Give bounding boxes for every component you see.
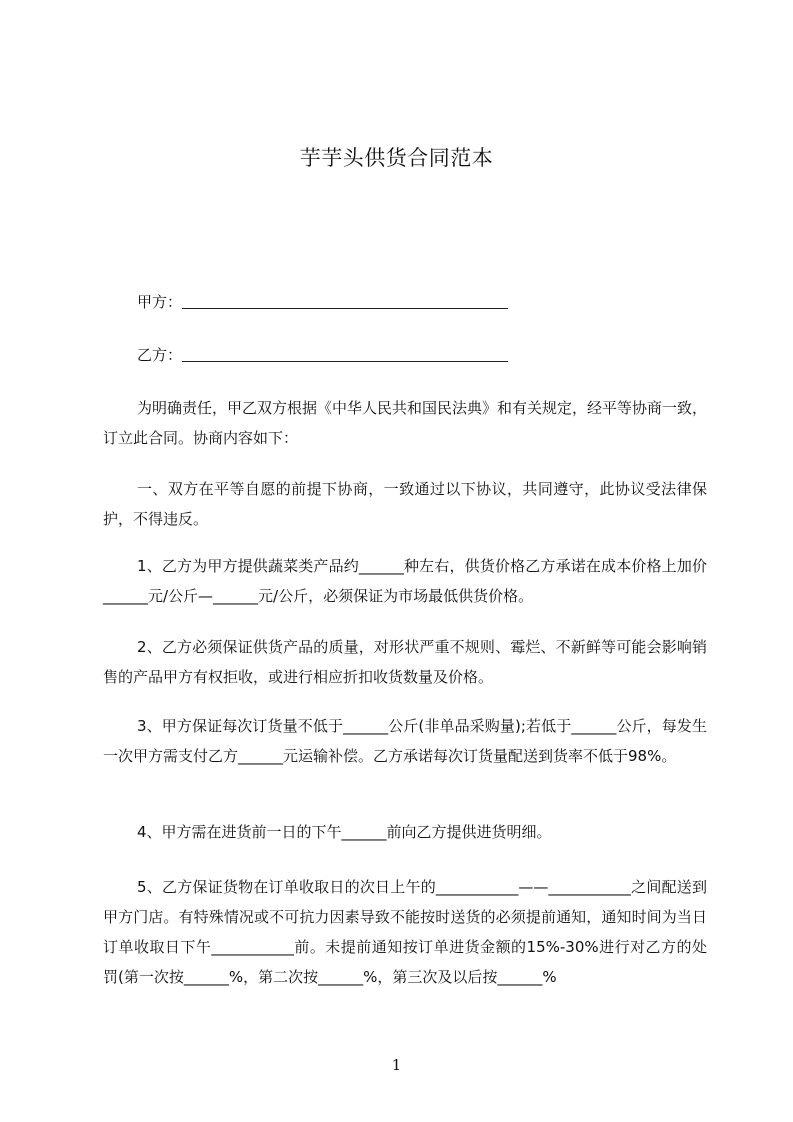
clause-4-paragraph: 4、甲方需在进货前一日的下午______前向乙方提供进货明细。 (137, 823, 552, 841)
clause-2-paragraph: 2、乙方必须保证供货产品的质量，对形状严重不规则、霉烂、不新鲜等可能会影响销售的产品甲方有权拒收，或进行相应折扣收货数量及价格。 (103, 638, 707, 686)
clause-3-paragraph: 3、甲方保证每次订货量不低于______公斤(非单品采购量);若低于______公斤，每发生一次甲方需支付乙方______元运输补偿。乙方承诺每次订货量配送到货率不低于98%。 (103, 717, 707, 765)
document-title: 芋芋头供货合同范本 (299, 146, 494, 170)
party-a-row (137, 292, 508, 312)
intro-paragraph: 为明确责任，甲乙双方根据《中华人民共和国民法典》和有关规定，经平等协商一致，订立此合同。协商内容如下： (103, 399, 708, 447)
party-b-label: 乙方： (137, 346, 183, 364)
page-number: 1 (391, 1056, 402, 1074)
party-a-label: 甲方： (137, 293, 183, 311)
clause-one-paragraph: 一、双方在平等自愿的前提下协商，一致通过以下协议，共同遵守，此协议受法律保护，不得违反。 (103, 480, 707, 528)
party-b-blank-line (182, 347, 508, 362)
party-b-row (137, 345, 508, 365)
clause-5-paragraph: 5、乙方保证货物在订单收取日的次日上午的___________——___________之间配送到甲方门店。有特殊情况或不可抗力因素导致不能按时送货的必须提前通知，通知时间为当日订单收取日下午___________前。未提前通知按订单进货金额的15%-30%进行对乙方的处罚(第一次按______%，第二次按______%，第三次及以后按______% (103, 878, 707, 986)
party-a-blank-line (182, 294, 508, 309)
clause-1-paragraph: 1、乙方为甲方提供蔬菜类产品约______种左右，供货价格乙方承诺在成本价格上加价______元/公斤—______元/公斤，必须保证为市场最低供货价格。 (103, 557, 707, 605)
